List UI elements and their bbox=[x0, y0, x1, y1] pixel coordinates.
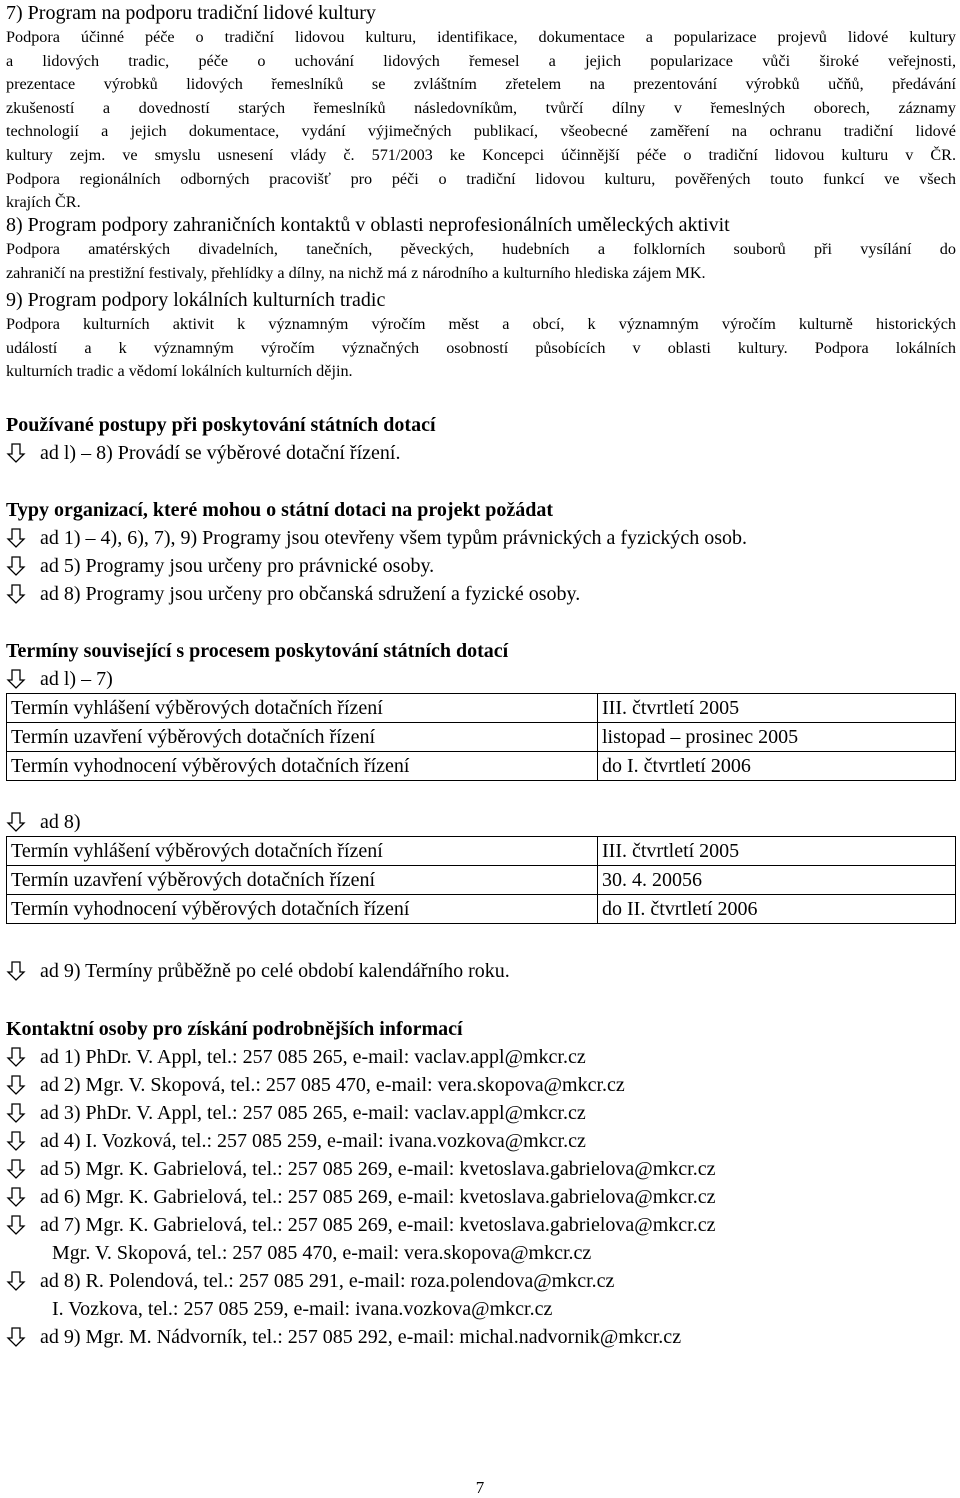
term-value-cell: listopad – prosinec 2005 bbox=[598, 723, 956, 752]
arrow-down-icon bbox=[6, 1046, 40, 1068]
procedures-section bbox=[6, 411, 956, 467]
contacts-list bbox=[6, 1043, 956, 1351]
paragraph-line: Podpora regionálních odborných pracovišť pro péči o tradiční lidovou kulturu, pověřených touto funkcí ve všech bbox=[6, 169, 956, 188]
paragraph-line: kultury zejm. ve smyslu usnesení vlády č. 571/2003 ke Koncepci účinnější péče o tradiční lidovou kulturu v ČR. bbox=[6, 145, 956, 164]
contact-item bbox=[6, 1211, 956, 1239]
contacts-section bbox=[6, 1015, 956, 1351]
term-label-cell: Termín vyhodnocení výběrových dotačních řízení bbox=[7, 895, 598, 924]
contact-text: ad 8) R. Polendová, tel.: 257 085 291, e-mail: roza.polendova@mkcr.cz bbox=[40, 1270, 615, 1292]
paragraph-line: událostí a k významným výročím význačných osobností působících v oblasti kultury. Podpora lokálních bbox=[6, 338, 956, 357]
section-8-body bbox=[6, 238, 956, 285]
contact-text: ad 1) PhDr. V. Appl, tel.: 257 085 265, e-mail: vaclav.appl@mkcr.cz bbox=[40, 1046, 586, 1068]
arrow-down-icon bbox=[6, 1158, 40, 1180]
org-type-item-text: ad 1) – 4), 6), 7), 9) Programy jsou otevřeny všem typům právnických a fyzických osob. bbox=[40, 527, 748, 549]
arrow-down-icon bbox=[6, 527, 40, 549]
page-number: 7 bbox=[475, 1478, 485, 1497]
arrow-down-icon bbox=[6, 1074, 40, 1096]
table-row bbox=[7, 866, 956, 895]
section-7-body bbox=[6, 26, 956, 215]
arrow-down-icon bbox=[6, 1102, 40, 1124]
deadlines-group-2-label: ad 8) bbox=[6, 808, 956, 836]
paragraph-line: zkušeností a dovedností starých řemeslníků následovníkům, tvůrčí dílny v řemeslných oborech, záznamy bbox=[6, 98, 956, 117]
deadlines-section bbox=[6, 637, 956, 781]
procedures-heading: Používané postupy při poskytování státních dotací bbox=[6, 414, 436, 436]
contact-text: ad 5) Mgr. K. Gabrielová, tel.: 257 085 269, e-mail: kvetoslava.gabrielova@mkcr.cz bbox=[40, 1158, 716, 1180]
deadlines-section-2 bbox=[6, 808, 956, 924]
org-type-item bbox=[6, 580, 956, 608]
term-value-cell: 30. 4. 20056 bbox=[598, 866, 956, 895]
contact-item bbox=[6, 1155, 956, 1183]
contact-item bbox=[6, 1127, 956, 1155]
contact-item bbox=[6, 1267, 956, 1295]
section-7 bbox=[6, 0, 956, 215]
term-value-cell: do I. čtvrtletí 2006 bbox=[598, 752, 956, 781]
contacts-heading: Kontaktní osoby pro získání podrobnějších informací bbox=[6, 1018, 463, 1040]
contact-item bbox=[6, 1323, 956, 1351]
org-types-heading: Typy organizací, které mohou o státní dotaci na projekt požádat bbox=[6, 499, 554, 521]
section-7-heading: 7) Program na podporu tradiční lidové kultury bbox=[6, 2, 376, 24]
arrow-down-icon bbox=[6, 1214, 40, 1236]
arrow-down-icon bbox=[6, 668, 40, 690]
paragraph-line: kulturních tradic a vědomí lokálních kulturních dějin. bbox=[6, 362, 353, 381]
procedure-item bbox=[6, 439, 956, 467]
paragraph-line: prezentace výrobků lidových řemeslníků se zvláštním zřetelem na prezentování výrobků učňů, předávání bbox=[6, 75, 956, 94]
procedures-list bbox=[6, 439, 956, 467]
table-row bbox=[7, 723, 956, 752]
contact-item bbox=[6, 1183, 956, 1211]
section-8-heading: 8) Program podpory zahraničních kontaktů v oblasti neprofesionálních uměleckých aktivit bbox=[6, 214, 730, 236]
contact-text: ad 7) Mgr. K. Gabrielová, tel.: 257 085 269, e-mail: kvetoslava.gabrielova@mkcr.cz bbox=[40, 1214, 716, 1236]
section-9-body bbox=[6, 313, 956, 384]
arrow-down-icon bbox=[6, 960, 40, 982]
org-type-item bbox=[6, 524, 956, 552]
paragraph-line: Podpora účinné péče o tradiční lidovou kulturu, identifikace, dokumentace a popularizace projevů lidové kultury bbox=[6, 28, 956, 46]
arrow-down-icon bbox=[6, 442, 40, 464]
deadlines-group-1-label: ad l) – 7) bbox=[6, 665, 956, 693]
org-type-item bbox=[6, 552, 956, 580]
term-label-cell: Termín vyhlášení výběrových dotačních řízení bbox=[7, 837, 598, 866]
arrow-down-icon bbox=[6, 583, 40, 605]
deadlines-section-3 bbox=[6, 957, 956, 985]
contact-extra: I. Vozkova, tel.: 257 085 259, e-mail: ivana.vozkova@mkcr.cz bbox=[52, 1298, 553, 1320]
term-value-cell: III. čtvrtletí 2005 bbox=[598, 837, 956, 866]
term-value-cell: do II. čtvrtletí 2006 bbox=[598, 895, 956, 924]
contact-text: ad 3) PhDr. V. Appl, tel.: 257 085 265, e-mail: vaclav.appl@mkcr.cz bbox=[40, 1102, 586, 1124]
table-row bbox=[7, 694, 956, 723]
section-8 bbox=[6, 212, 956, 285]
paragraph-line: Podpora kulturních aktivit k významným výročím měst a obcí, k významným výročím kulturně historických bbox=[6, 315, 956, 333]
deadlines-group-3-label: ad 9) Termíny průběžně po celé období kalendářního roku. bbox=[6, 957, 956, 985]
deadlines-heading: Termíny související s procesem poskytování státních dotací bbox=[6, 640, 509, 662]
table-row bbox=[7, 895, 956, 924]
org-type-item-text: ad 5) Programy jsou určeny pro právnické osoby. bbox=[40, 555, 435, 577]
contact-item bbox=[6, 1043, 956, 1071]
contact-extra: Mgr. V. Skopová, tel.: 257 085 470, e-mail: vera.skopova@mkcr.cz bbox=[52, 1242, 592, 1264]
deadlines-table-2 bbox=[6, 836, 956, 924]
arrow-down-icon bbox=[6, 555, 40, 577]
table-row bbox=[7, 837, 956, 866]
procedure-item-text: ad l) – 8) Provádí se výběrové dotační řízení. bbox=[40, 442, 401, 464]
term-label-cell: Termín vyhodnocení výběrových dotačních řízení bbox=[7, 752, 598, 781]
arrow-down-icon bbox=[6, 1130, 40, 1152]
contact-text: ad 9) Mgr. M. Nádvorník, tel.: 257 085 292, e-mail: michal.nadvornik@mkcr.cz bbox=[40, 1326, 682, 1348]
arrow-down-icon bbox=[6, 1186, 40, 1208]
contact-text: ad 6) Mgr. K. Gabrielová, tel.: 257 085 269, e-mail: kvetoslava.gabrielova@mkcr.cz bbox=[40, 1186, 716, 1208]
arrow-down-icon bbox=[6, 1270, 40, 1292]
contact-text: ad 4) I. Vozková, tel.: 257 085 259, e-mail: ivana.vozkova@mkcr.cz bbox=[40, 1130, 586, 1152]
term-value-cell: III. čtvrtletí 2005 bbox=[598, 694, 956, 723]
deadlines-table-1 bbox=[6, 693, 956, 781]
paragraph-line: krajích ČR. bbox=[6, 193, 81, 212]
arrow-down-icon bbox=[6, 811, 40, 833]
paragraph-line: a lidových tradic, péče o uchování lidových řemesel a jejich popularizace vůči široké veřejnosti, bbox=[6, 51, 956, 70]
org-type-item-text: ad 8) Programy jsou určeny pro občanská sdružení a fyzické osoby. bbox=[40, 583, 581, 605]
contact-item bbox=[6, 1071, 956, 1099]
term-label-cell: Termín uzavření výběrových dotačních řízení bbox=[7, 723, 598, 752]
contact-item bbox=[6, 1099, 956, 1127]
paragraph-line: technologií a jejich dokumentace, vydání výjimečných publikací, všeobecné zaměření na ochranu tradiční lidové bbox=[6, 122, 956, 141]
paragraph-line: Podpora amatérských divadelních, tanečních, pěveckých, hudebních a folklorních souborů při vysílání do bbox=[6, 240, 956, 258]
table-row bbox=[7, 752, 956, 781]
arrow-down-icon bbox=[6, 1326, 40, 1348]
contact-text: ad 2) Mgr. V. Skopová, tel.: 257 085 470, e-mail: vera.skopova@mkcr.cz bbox=[40, 1074, 625, 1096]
term-label-cell: Termín uzavření výběrových dotačních řízení bbox=[7, 866, 598, 895]
org-types-list bbox=[6, 524, 956, 608]
paragraph-line: zahraničí na prestižní festivaly, přehlídky a dílny, na nichž má z národního a kulturního hlediska zájem MK. bbox=[6, 263, 706, 282]
org-types-section bbox=[6, 496, 956, 608]
section-9-heading: 9) Program podpory lokálních kulturních tradic bbox=[6, 289, 386, 311]
term-label-cell: Termín vyhlášení výběrových dotačních řízení bbox=[7, 694, 598, 723]
section-9 bbox=[6, 287, 956, 384]
